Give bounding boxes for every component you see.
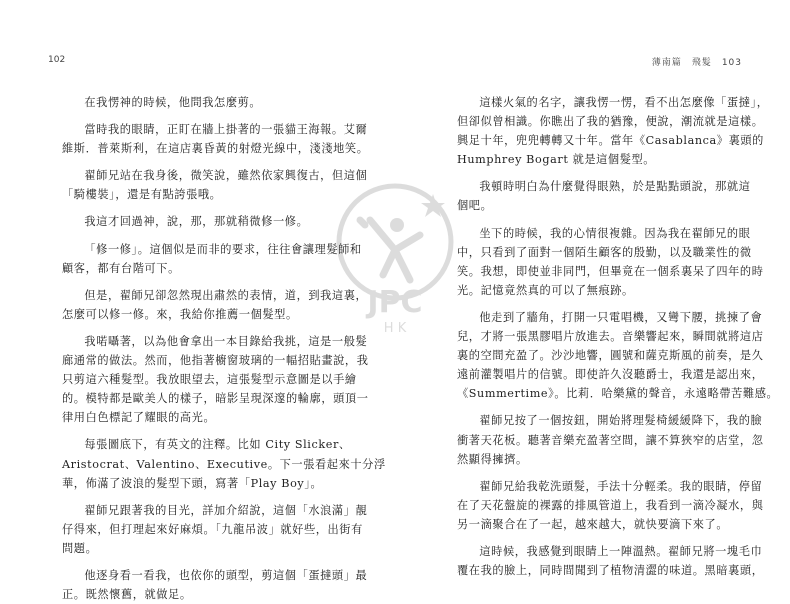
jpc-logo-watermark bbox=[325, 180, 465, 340]
text-line: 怎麼可以修一修。來，我給你推薦一個髮型。 bbox=[62, 307, 298, 321]
left-body-text bbox=[62, 93, 386, 604]
text-line: 「修一修」。這個似是而非的要求，往往會讓理髮師和 bbox=[84, 242, 362, 256]
text-line: 「騎樓裝」，還是有點誇張哦。 bbox=[62, 188, 222, 202]
text-line: 他逐身看一看我，也依你的頭型，剪這個「蛋撻頭」最 bbox=[84, 568, 368, 582]
text-line: 光。記憶竟然真的可以了無痕跡。 bbox=[457, 283, 634, 297]
running-header bbox=[642, 55, 742, 68]
watermark-subtext: H K bbox=[383, 321, 407, 336]
running-header-title: 飛髮 bbox=[691, 58, 712, 68]
text-line: 律用白色標記了耀眼的高光。 bbox=[62, 411, 216, 425]
text-line: 我喏囁著，以為他會拿出一本目錄給我挑，這是一般髮 bbox=[84, 334, 368, 348]
text-line: 顧客，都有台階可下。 bbox=[62, 261, 180, 275]
text-line: Humphrey Bogart 就是這個髮型。 bbox=[457, 153, 656, 167]
text-line: 翟師兄跟著我的目光，詳加介紹說，這個「水浪滿」靚 bbox=[84, 503, 368, 517]
running-header-section: 薄南篇 bbox=[651, 58, 682, 68]
text-line: 我這才回過神，說，那，那就稍微修一修。 bbox=[84, 215, 309, 229]
text-line: 他走到了牆角，打開一只電唱機，又彎下腰，挑揀了會 bbox=[479, 310, 763, 324]
text-line: 正。既然懷舊，就做足。 bbox=[62, 588, 192, 602]
text-line: Aristocrat、Valentino、Executive。下一張看起來十分浮 bbox=[62, 457, 386, 471]
text-line: 個吧。 bbox=[457, 199, 493, 213]
text-line: 中，只看到了面對一個陌生顧客的殷勤，以及職業性的微 bbox=[457, 245, 752, 259]
right-body-text bbox=[457, 93, 779, 580]
text-line: 在我愣神的時候，他問我怎麼剪。 bbox=[84, 96, 262, 109]
text-line: 翟師兄站在我身後，微笑說，雖然依家興復古，但這個 bbox=[84, 169, 368, 183]
text-line: 廊通常的做法。然而，他指著櫥窗玻璃的一幅招貼畫說，我 bbox=[62, 354, 369, 368]
text-line: 翟師兄按了一個按鈕，開始將理髮椅緩緩降下，我的臉 bbox=[479, 414, 763, 428]
text-line: 遠前灌製唱片的信號。即使許久沒聽爵士，我還是認出來， bbox=[457, 368, 764, 382]
text-line: 笑。我想，即使並非同門，但畢竟在一個系裏呆了四年的時 bbox=[457, 264, 764, 278]
text-line: 翟師兄給我乾洗頭髮，手法十分輕柔。我的眼睛，停留 bbox=[479, 479, 763, 493]
text-line: 衝著天花板。聽著音樂充盈著空間，讓不算狹窄的店堂，忽 bbox=[457, 433, 764, 447]
watermark-text: JPC bbox=[367, 285, 423, 320]
text-line: 我頓時明白為什麼覺得眼熟，於是點點頭說，那就這 bbox=[479, 180, 751, 194]
text-line: 只剪這六種髮型。我放眼望去，這張髮型示意圖是以手繪 bbox=[62, 373, 357, 387]
right-page-number: 103 bbox=[721, 58, 742, 68]
text-line: 兒，才將一張黑膠唱片放進去。音樂響起來，瞬間就將這店 bbox=[457, 330, 764, 344]
text-line: 在了天花盤旋的裸露的排風管道上，我看到一滴冷凝水，與 bbox=[457, 498, 764, 512]
text-line: 的。模特都是歐美人的樣子，暗影呈現深邃的輪廓，頭頂一 bbox=[62, 392, 369, 406]
text-line: 仔得來，但打理起來好麻煩。「九龍吊波」就好些，出街有 bbox=[62, 522, 363, 536]
text-line: 當時我的眼睛，正盯在牆上掛著的一張貓王海報。艾爾 bbox=[84, 123, 368, 137]
text-line: 問題。 bbox=[62, 541, 98, 555]
text-line: 興足十年，兜兜轉轉又十年。當年《Casablanca》裏頭的 bbox=[457, 134, 764, 148]
text-line: 坐下的時候，我的心情很複雜。因為我在翟師兄的眼 bbox=[479, 226, 751, 240]
text-line: 另一滴聚合在了一起，越來越大，就快要滴下來了。 bbox=[457, 517, 729, 531]
text-line: 但卻似曾相識。你瞧出了我的猶豫，便說，潮流就是這樣。 bbox=[457, 115, 764, 129]
text-line: 覆在我的臉上，同時間聞到了植物清澀的味道。黑暗裏頭， bbox=[457, 564, 764, 578]
left-page-number: 102 bbox=[48, 55, 66, 65]
text-line: 《Summertime》。比莉．哈樂黛的聲音，永遠略帶苦難感。 bbox=[457, 387, 779, 401]
text-line: 每張圖底下，有英文的注釋。比如 City Slicker、 bbox=[84, 438, 351, 452]
text-line: 這樣火氣的名字，讓我愣一愣，看不出怎麼像「蛋撻」， bbox=[479, 96, 769, 109]
text-line: 裏的空間充盈了。沙沙地響，圓號和薩克斯風的前奏，是久 bbox=[457, 349, 764, 363]
text-line: 華，佈滿了波浪的髮型下頭，寫著「Play Boy」。 bbox=[62, 476, 323, 490]
text-line: 這時候，我感覺到眼睛上一陣溫熱。翟師兄將一塊毛巾 bbox=[479, 544, 763, 558]
text-line: 然顯得擁擠。 bbox=[457, 452, 528, 466]
text-line: 維斯．普萊斯利，在這店裏昏黃的射燈光線中，淺淺地笑。 bbox=[62, 142, 369, 156]
text-line: 但是，翟師兄卻忽然現出肅然的表情，道，到我這裏， bbox=[84, 288, 368, 302]
